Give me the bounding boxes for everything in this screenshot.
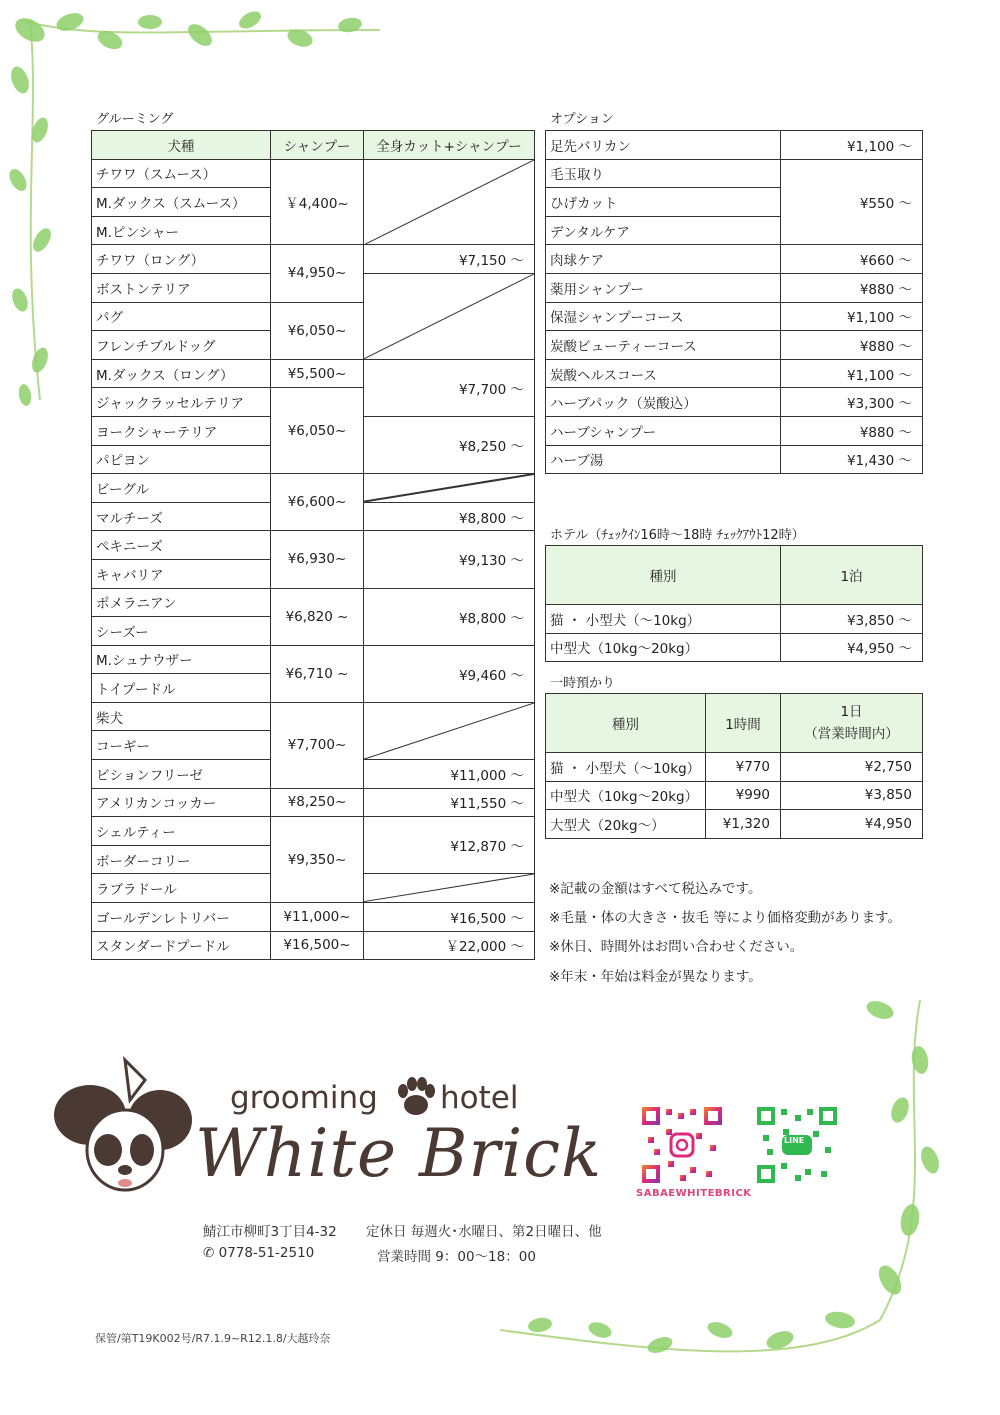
breed-cell: パピヨン — [92, 445, 271, 474]
options-title: オプション — [550, 112, 614, 127]
shampoo-price: ¥6,930~ — [271, 531, 364, 588]
hotel-title: ホテル（ﾁｪｯｸｲﾝ16時～18時 ﾁｪｯｸｱｳﾄ12時） — [550, 528, 805, 543]
shampoo-price: ¥5,500~ — [271, 359, 364, 388]
breed-cell: ラブラドール — [92, 874, 271, 903]
breed-cell: アメリカンコッカー — [92, 788, 271, 817]
cut-price: ¥12,870 ～ — [364, 817, 535, 874]
shampoo-price: ¥6,600~ — [271, 474, 364, 531]
shampoo-price: ¥11,000~ — [271, 903, 364, 932]
closed-days: 定休日 毎週火･水曜日、第2日曜日、他 — [366, 1224, 602, 1240]
breed-cell: 柴犬 — [92, 702, 271, 731]
line-label: LINE — [784, 1136, 805, 1145]
license-note: 保管/第T19K002号/R7.1.9~R12.1.8/大越玲奈 — [95, 1332, 331, 1345]
daycare-table — [545, 693, 923, 839]
business-hours: 営業時間 9：00～18：00 — [377, 1249, 536, 1265]
header-day — [781, 694, 923, 753]
option-name: 毛玉取り — [546, 159, 781, 188]
option-price: ¥1,430 ～ — [781, 445, 923, 474]
breed-cell: パグ — [92, 302, 271, 331]
breed-cell: マルチーズ — [92, 502, 271, 531]
breed-cell: ビーグル — [92, 474, 271, 503]
daycare-day-price: ¥2,750 — [781, 753, 923, 782]
option-price: ¥1,100 ～ — [781, 359, 923, 388]
option-name: ひげカット — [546, 188, 781, 217]
daycare-hour-price: ¥770 — [706, 753, 781, 782]
option-name: 肉球ケア — [546, 245, 781, 274]
cut-price: ¥8,800 ～ — [364, 502, 535, 531]
header-type: 種別 — [546, 694, 706, 753]
cut-price: ¥8,800 ～ — [364, 588, 535, 645]
dog-logo — [50, 1040, 195, 1200]
note-tax: ※記載の金額はすべて税込みです。 — [549, 881, 762, 897]
instagram-handle: SABAEWHITEBRICK — [636, 1188, 752, 1199]
shampoo-price: ¥9,350~ — [271, 817, 364, 903]
line-qr-code[interactable] — [755, 1105, 839, 1185]
vine-decoration-bottom-right — [500, 990, 1000, 1415]
cut-price: ¥7,700 ～ — [364, 359, 535, 416]
breed-cell: M.ダックス（ロング） — [92, 359, 271, 388]
phone-icon: ✆ — [203, 1245, 215, 1261]
cut-price: ￥22,000 ～ — [364, 931, 535, 960]
header-shampoo: シャンプー — [271, 131, 364, 160]
header-hour: 1時間 — [706, 694, 781, 753]
header-day-label: 1日 — [840, 704, 863, 720]
hotel-type: 猫 ・ 小型犬（～10kg） — [546, 605, 781, 634]
option-name: 足先バリカン — [546, 131, 781, 160]
cut-price: ¥9,130 ～ — [364, 531, 535, 588]
option-name: デンタルケア — [546, 216, 781, 245]
header-day-note: （営業時間内） — [804, 726, 899, 742]
paw-icon — [395, 1077, 437, 1117]
option-price: ¥1,100 ～ — [781, 131, 923, 160]
shampoo-price: ¥6,050~ — [271, 388, 364, 474]
brand-tagline-left: grooming — [230, 1080, 378, 1116]
cut-price: ¥7,150 ～ — [364, 245, 535, 274]
header-breed: 犬種 — [92, 131, 271, 160]
breed-cell: ペキニーズ — [92, 531, 271, 560]
breed-cell: ポメラニアン — [92, 588, 271, 617]
shampoo-price: ￥4,400~ — [271, 159, 364, 245]
header-night: 1泊 — [781, 546, 923, 605]
option-price: ¥880 ～ — [781, 416, 923, 445]
breed-cell: M.ピンシャー — [92, 216, 271, 245]
option-name: 薬用シャンプー — [546, 273, 781, 302]
shampoo-price: ¥4,950~ — [271, 245, 364, 302]
shampoo-price: ¥7,700~ — [271, 702, 364, 788]
hotel-price: ¥4,950 ～ — [781, 633, 923, 662]
cut-price: ¥11,550 ～ — [364, 788, 535, 817]
header-full-cut: 全身カット+シャンプー — [364, 131, 535, 160]
option-name: ハーブパック（炭酸込） — [546, 388, 781, 417]
option-price: ¥880 ～ — [781, 331, 923, 360]
grooming-table — [91, 130, 535, 960]
cut-price: ¥9,460 ～ — [364, 645, 535, 702]
brand-name: White Brick — [195, 1115, 603, 1192]
not-applicable-cell — [364, 474, 535, 503]
address: 鯖江市柳町3丁目4-32 — [203, 1224, 337, 1240]
note-price-variation: ※毛量・体の大きさ・抜毛 等により価格変動があります。 — [549, 910, 902, 926]
breed-cell: ボーダーコリー — [92, 845, 271, 874]
option-name: ハーブシャンプー — [546, 416, 781, 445]
daycare-day-price: ¥4,950 — [781, 810, 923, 839]
option-price: ¥660 ～ — [781, 245, 923, 274]
note-new-year: ※年末・年始は料金が異なります。 — [549, 969, 762, 985]
option-name: ハーブ湯 — [546, 445, 781, 474]
breed-cell: シェルティー — [92, 817, 271, 846]
breed-cell: チワワ（スムース） — [92, 159, 271, 188]
daycare-title: 一時預かり — [550, 676, 616, 691]
phone — [203, 1245, 314, 1261]
cut-price: ¥8,250 ～ — [364, 416, 535, 473]
shampoo-price: ¥6,710 ~ — [271, 645, 364, 702]
shampoo-price: ¥16,500~ — [271, 931, 364, 960]
note-holiday: ※休日、時間外はお問い合わせください。 — [549, 939, 804, 955]
hotel-price: ¥3,850 ～ — [781, 605, 923, 634]
grooming-title: グルーミング — [96, 112, 174, 127]
breed-cell: ヨークシャーテリア — [92, 416, 271, 445]
hotel-type: 中型犬（10kg～20kg） — [546, 633, 781, 662]
daycare-type: 猫 ・ 小型犬（～10kg） — [546, 753, 706, 782]
brand-tagline-right: hotel — [440, 1080, 519, 1116]
not-applicable-cell — [364, 874, 535, 903]
breed-cell: M.ダックス（スムース） — [92, 188, 271, 217]
daycare-type: 大型犬（20kg～） — [546, 810, 706, 839]
breed-cell: ジャックラッセルテリア — [92, 388, 271, 417]
breed-cell: スタンダードプードル — [92, 931, 271, 960]
breed-cell: ゴールデンレトリバー — [92, 903, 271, 932]
breed-cell: チワワ（ロング） — [92, 245, 271, 274]
option-name: 保湿シャンプーコース — [546, 302, 781, 331]
phone-number[interactable]: 0778-51-2510 — [218, 1245, 315, 1261]
breed-cell: M.シュナウザー — [92, 645, 271, 674]
daycare-hour-price: ¥1,320 — [706, 810, 781, 839]
breed-cell: キャバリア — [92, 559, 271, 588]
breed-cell: フレンチブルドッグ — [92, 331, 271, 360]
cut-price: ¥11,000 ～ — [364, 760, 535, 789]
option-price: ¥880 ～ — [781, 273, 923, 302]
options-table — [545, 130, 923, 474]
instagram-qr-code[interactable] — [640, 1105, 724, 1185]
daycare-type: 中型犬（10kg～20kg） — [546, 781, 706, 810]
breed-cell: シーズー — [92, 617, 271, 646]
breed-cell: ビションフリーゼ — [92, 760, 271, 789]
option-price: ¥3,300 ～ — [781, 388, 923, 417]
shampoo-price: ¥8,250~ — [271, 788, 364, 817]
option-price: ¥1,100 ～ — [781, 302, 923, 331]
daycare-day-price: ¥3,850 — [781, 781, 923, 810]
shampoo-price: ¥6,820 ~ — [271, 588, 364, 645]
option-price: ¥550 ～ — [781, 159, 923, 245]
daycare-hour-price: ¥990 — [706, 781, 781, 810]
option-name: 炭酸ビューティーコース — [546, 331, 781, 360]
hotel-table — [545, 545, 923, 662]
header-type: 種別 — [546, 546, 781, 605]
cut-price: ¥16,500 ～ — [364, 903, 535, 932]
not-applicable-cell — [364, 159, 535, 245]
not-applicable-cell — [364, 702, 535, 759]
option-name: 炭酸ヘルスコース — [546, 359, 781, 388]
not-applicable-cell — [364, 273, 535, 359]
breed-cell: ボストンテリア — [92, 273, 271, 302]
breed-cell: トイプードル — [92, 674, 271, 703]
breed-cell: コーギー — [92, 731, 271, 760]
shampoo-price: ¥6,050~ — [271, 302, 364, 359]
